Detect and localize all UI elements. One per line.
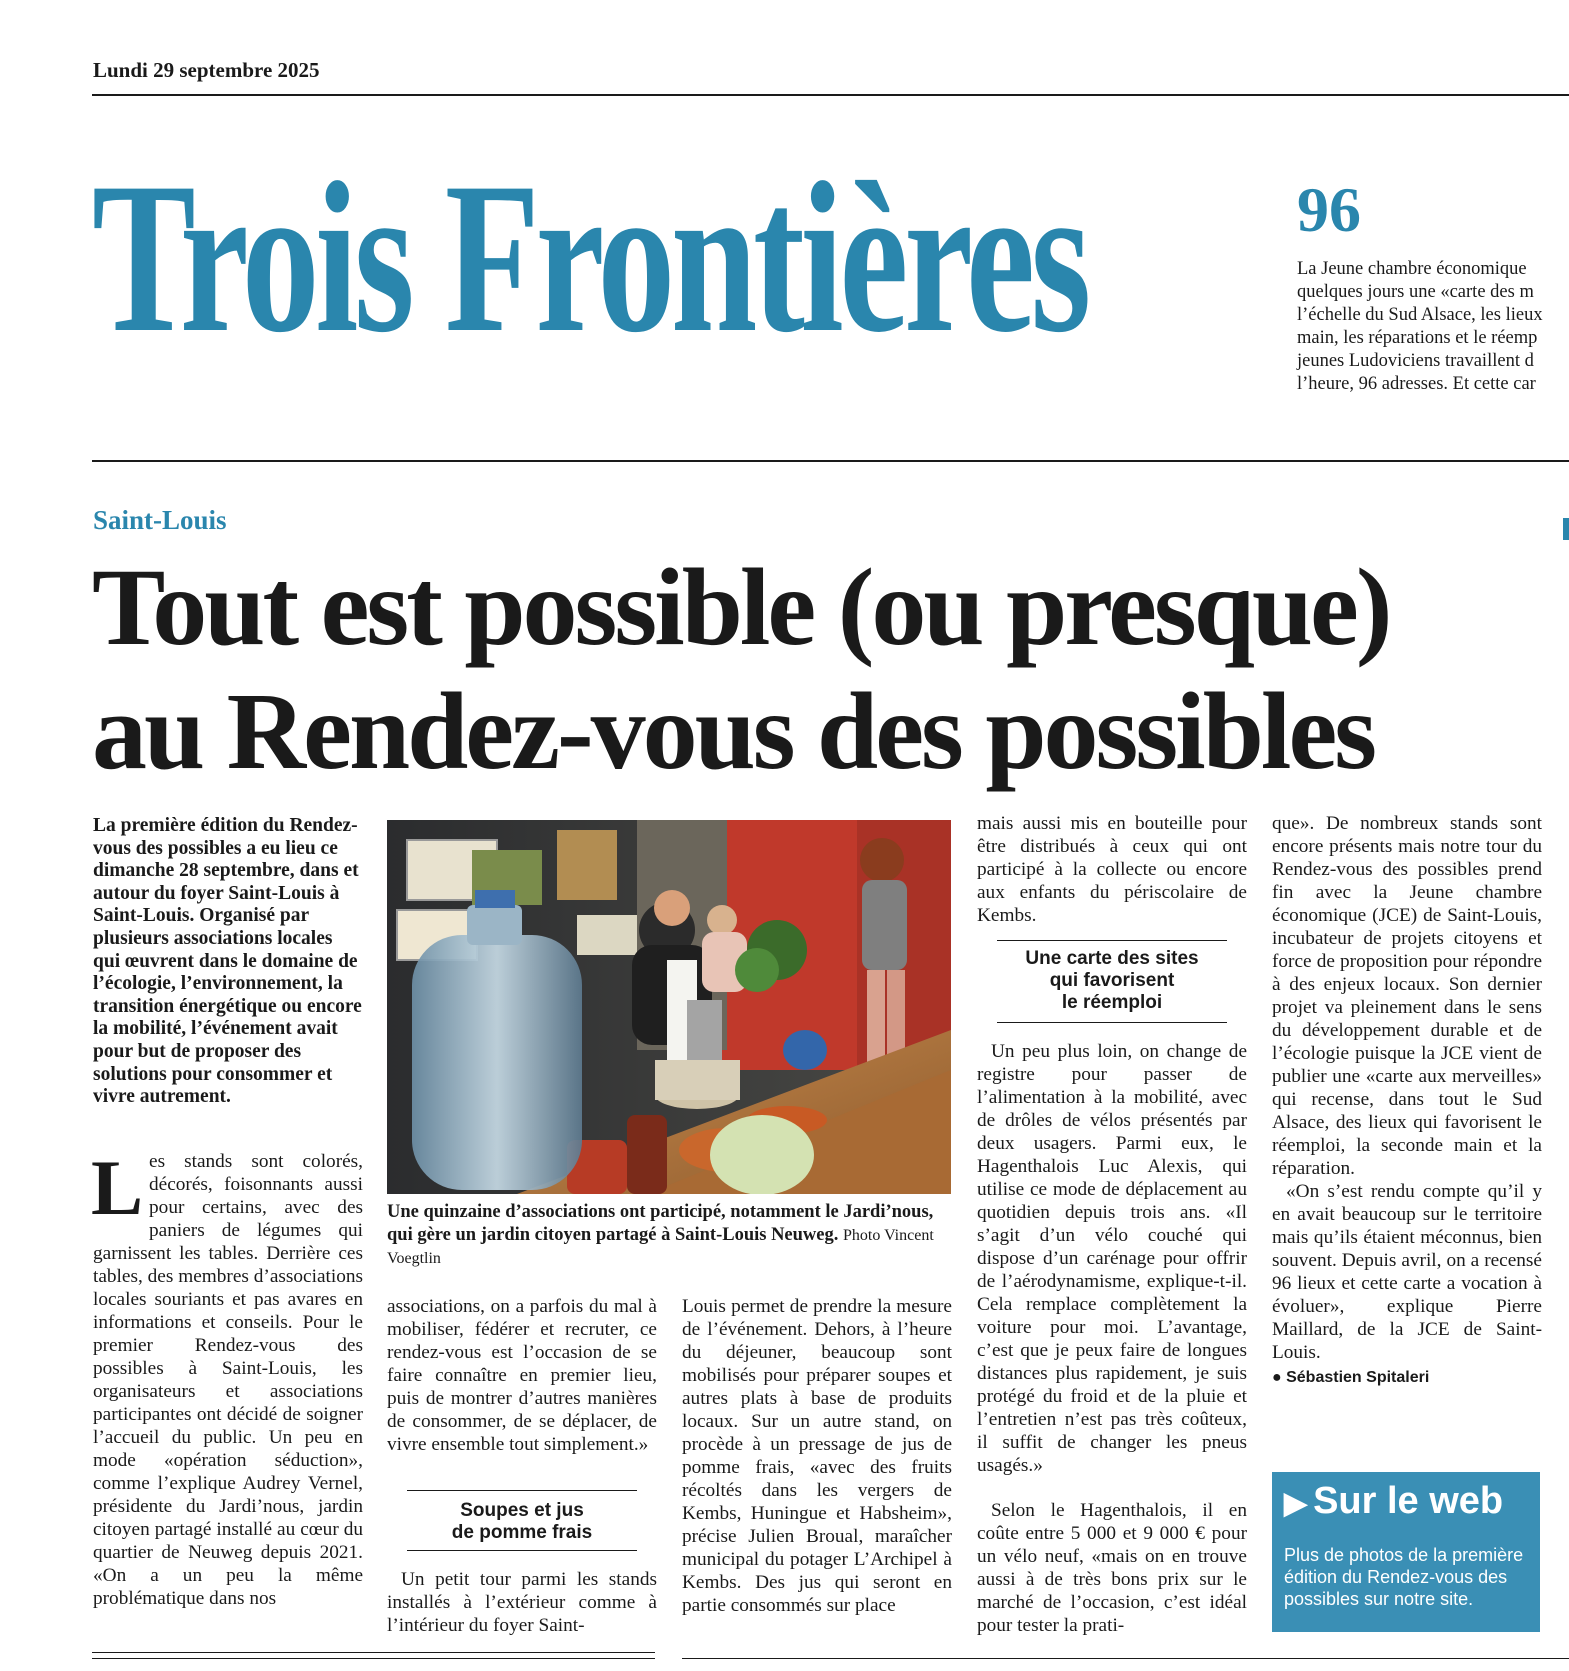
- article-photo: [387, 820, 951, 1194]
- teaser-text: [1297, 258, 1569, 396]
- column-text: Selon le Hagenthalois, il en coûte entre 5 000 et 9 000 € pour un vélo neuf, «mais on en trouve aussi à de très bons prix sur le marché de l’occasion, c’est idéal pour tester la prati-: [977, 1500, 1247, 1636]
- subhead-line: de pomme frais: [451, 1522, 593, 1543]
- masthead-title: Trois Frontières: [92, 138, 1087, 377]
- subhead-rule: [997, 940, 1227, 941]
- caption-text: Une quinzaine d’associations ont participé, notamment le Jardi’nous, qui gère un jardin citoyen partagé à Saint-Louis Neuweg.: [387, 1202, 934, 1245]
- teaser-line: La Jeune chambre économique: [1297, 259, 1527, 279]
- article-column-4c: [977, 1499, 1247, 1637]
- teaser-line: l’échelle du Sud Alsace, les lieux: [1297, 305, 1543, 325]
- article-kicker: Saint-Louis: [93, 505, 227, 535]
- article-column-1: [91, 1144, 363, 1610]
- headline-line: Tout est possible (ou presque): [92, 546, 1390, 668]
- teaser-line: jeunes Ludoviciens travaillent d: [1297, 351, 1534, 371]
- article-byline: ● Sébastien Spitaleri: [1272, 1369, 1430, 1386]
- teaser-line: quelques jours une «carte des m: [1297, 282, 1534, 302]
- teaser-number: 96: [1297, 174, 1361, 245]
- column-text: «On s’est rendu compte qu’il y en avait beaucoup sur le territoire mais qu’ils étaient méconnus, bien souvent. Depuis avril, on a recensé 96 lieux et cette carte a vocation à évoluer», explique Pierre Maillard, de la JCE de Saint-Louis.: [1272, 1181, 1542, 1363]
- web-promo-title-text: Sur le web: [1313, 1480, 1504, 1522]
- subhead-rule: [407, 1490, 637, 1491]
- play-arrow-icon: ▶: [1284, 1487, 1308, 1520]
- article-lead: La première édition du Rendez-vous des possibles a eu lieu ce dimanche 28 septembre, dans et autour du foyer Saint-Louis à Saint-Louis. Organisé par plusieurs associations locales qui œuvrent dans le domaine de l’écologie, l’environnement, la transition énergétique ou encore la mobilité, l’événement avait pour but de proposer des solutions pour consommer et vivre autrement.: [93, 815, 362, 1108]
- column-text: Un petit tour parmi les stands installés à l’extérieur comme à l’intérieur du foyer Saint-: [387, 1569, 657, 1636]
- column-text: Un peu plus loin, on change de registre pour passer de l’alimentation à la mobilité, avec de drôles de vélos présentés par deux usagers. Parmi eux, le Hagenthalois Luc Alexis, qui utilise ce mode de déplacement au quotidien depuis trois ans. «Il s’agit d’un vélo couché qui dispose d’un carénage pour offrir de l’aérodynamisme, explique-t-il. Cela remplace complètement la voiture pour moi. L’avantage, c’est que je peux faire de longues distances plus rapidement, je suis protégé du froid et de la pluie et l’entretien n’est pas très coûteux, il suffit de changer les pneus usagés.»: [977, 1041, 1247, 1476]
- subhead-line: qui favorisent: [1049, 970, 1175, 991]
- column-text: associations, on a parfois du mal à mobiliser, fédérer et recruter, ce rendez-vous est l’occasion de se faire connaître en premier lieu, puis de montrer d’autres manières de consommer, de se déplacer, de vivre ensemble tout simplement.»: [387, 1296, 657, 1455]
- next-article-marker: [1563, 518, 1569, 540]
- drop-cap: L: [91, 1144, 144, 1231]
- article-column-5: [1272, 812, 1542, 1389]
- dateline: Lundi 29 septembre 2025: [93, 58, 320, 82]
- column-text: Louis permet de prendre la mesure de l’événement. Dehors, à l’heure du déjeuner, beaucoup sont mobilisés pour préparer soupes et autres plats à base de produits locaux. Sur un autre stand, on procède à un pressage de jus de pomme frais, «avec des fruits récoltés dans les vergers de Kembs, Huningue et Habsheim», précise Julien Broual, maraîcher municipal du potager L’Archipel à Kembs. Des jus qui seront en partie consommés sur place: [682, 1296, 952, 1616]
- bottom-rule: [92, 1658, 655, 1659]
- column-text: mais aussi mis en bouteille pour être distribués à ceux qui ont participé à la collecte ou encore aux enfants du périscolaire de Kembs.: [977, 813, 1247, 926]
- photo-caption: [387, 1201, 955, 1270]
- article-column-4b: [977, 1040, 1247, 1477]
- article-column-3: [682, 1295, 952, 1617]
- column-text: que». De nombreux stands sont encore présents mais notre tour du Rendez-vous des possibles prend fin avec la Jeune chambre économique (JCE) de Saint-Louis, incubateur de projets citoyens et force de proposition pour répondre à des enjeux locaux. Son dernier projet va pleinement dans le sens du développement durable et de l’écologie puisque la JCE vient de publier une «carte aux merveilles» qui recense, dans tout le Sud Alsace, des lieux qui favorisent le réemploi, la seconde main et la réparation.: [1272, 813, 1542, 1179]
- teaser-line: main, les réparations et le réemp: [1297, 328, 1538, 348]
- bottom-rule: [682, 1658, 1569, 1659]
- article-headline: [92, 545, 1390, 793]
- article-column-4: [977, 812, 1247, 927]
- subhead-line: Soupes et jus: [460, 1500, 584, 1521]
- bottom-rule: [92, 1652, 655, 1653]
- subhead-rule: [407, 1550, 637, 1551]
- article-column-2: [387, 1295, 657, 1456]
- web-promo-box[interactable]: [1272, 1472, 1540, 1632]
- subhead-rule: [997, 1022, 1227, 1023]
- header-rule: [92, 94, 1569, 96]
- headline-line: au Rendez-vous des possibles: [92, 670, 1375, 792]
- subhead: [387, 1500, 657, 1544]
- web-promo-text: Plus de photos de la première édition du Rendez-vous des possibles sur notre site.: [1284, 1545, 1524, 1609]
- photo-illustration: [387, 820, 951, 1194]
- subhead-line: Une carte des sites: [1025, 948, 1199, 969]
- column-text: es stands sont colorés, décorés, foisonnants aussi pour certains, avec des paniers de légumes qui garnissent les tables. Derrière ces tables, des membres d’associations locales souriants et pas avares en informations et conseils. Pour le premier Rendez-vous des possibles à Saint-Louis, les organisateurs et associations participantes ont décidé de soigner l’accueil du public. Un peu en mode «opération séduction», comme l’explique Audrey Vernel, présidente du Jardi’nous, jardin citoyen partagé installé au cœur du quartier de Neuweg depuis 2021. «On a un peu la même problématique dans nos: [93, 1151, 363, 1609]
- photo-credit: Photo Vincent Voegtlin: [387, 1227, 934, 1267]
- web-promo-title: [1284, 1480, 1503, 1523]
- section-rule: [92, 460, 1569, 462]
- subhead-line: le réemploi: [1061, 992, 1163, 1013]
- article-column-2b: [387, 1568, 657, 1637]
- subhead: [977, 948, 1247, 1014]
- teaser-line: l’heure, 96 adresses. Et cette car: [1297, 374, 1536, 394]
